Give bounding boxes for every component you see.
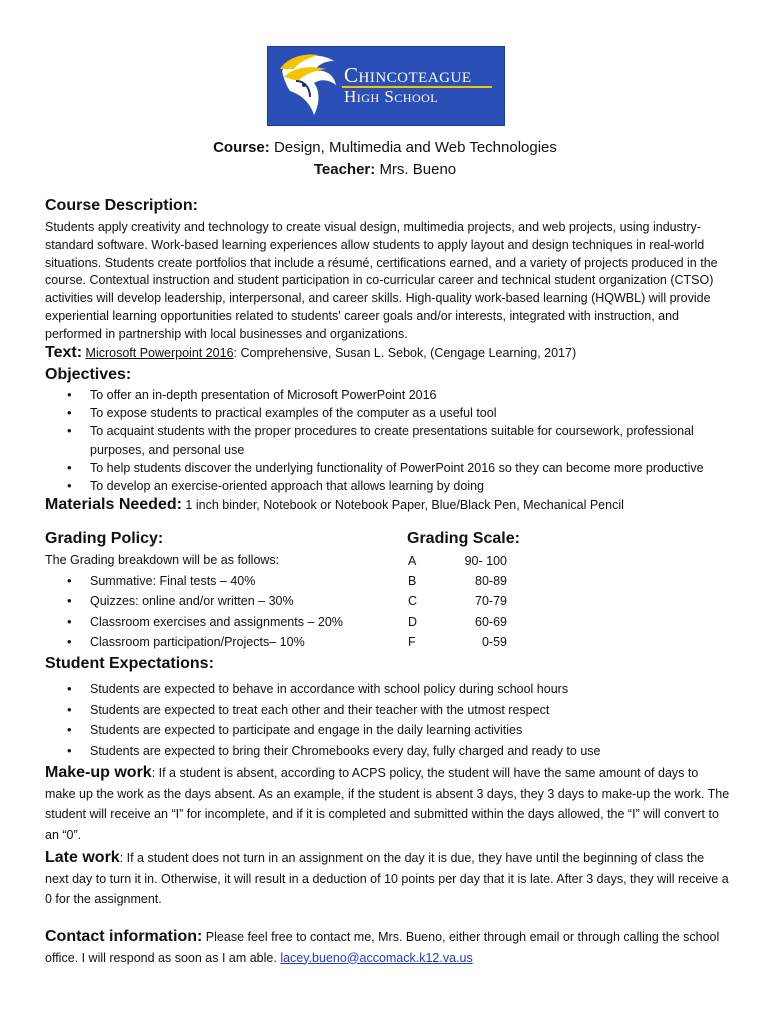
course-description-text: Students apply creativity and technology to create visual design, multimedia projects, and web projects, using industry-standard software. Work-based learning experiences allow students to apply layout and design techniques in real-world situations. Students create portfolios that include a résumé, certifications earned, and a variety of projects produced in the course. Contextual instruction and student participation in co-curricular career and technical student organization (CTSO) activities will develop leadership, interpersonal, and career skills. High-quality work-based learning (HQWBL) will provide experiential learning opportunities related to students' career goals and/or interests, integrated with instruction, and performed in partnership with local businesses and organizations. bbox=[45, 220, 718, 341]
course-label: Course: bbox=[213, 139, 270, 156]
pony-logo-icon bbox=[274, 51, 342, 121]
objectives-list bbox=[45, 386, 735, 495]
grading-policy-heading: Grading Policy: bbox=[45, 530, 164, 547]
grade-letter: B bbox=[408, 574, 417, 589]
contact-label: Contact information: bbox=[45, 928, 203, 945]
table-row bbox=[400, 554, 515, 574]
list-item: • To acquaint students with the proper procedures to create presentations suitable for coursework, professional purposes, and personal use bbox=[45, 422, 735, 458]
contact-paragraph bbox=[45, 927, 730, 968]
course-line bbox=[0, 139, 770, 156]
course-description-heading: Course Description: bbox=[45, 197, 198, 214]
list-item: • To help students discover the underlying functionality of PowerPoint 2016 so they can become more productive bbox=[45, 459, 735, 477]
expectations-list bbox=[45, 679, 735, 761]
list-item: • To develop an exercise-oriented approach that allows learning by doing bbox=[45, 477, 735, 495]
grading-policy-intro: The Grading breakdown will be as follows: bbox=[45, 553, 280, 567]
email-link[interactable]: lacey.bueno@accomack.k12.va.us bbox=[280, 950, 473, 965]
grade-range: 60-69 bbox=[475, 614, 507, 629]
makeup-work-text: : If a student is absent, according to ACPS policy, the student will have the same amount of days to make up the work as the days absent. As an example, if the student is absent 3 days, they 3 days to make-up the work. The student will receive an “I” for incomplete, and if it is completed and submitted within the days allowed, the “I” will convert to an “0”. bbox=[45, 766, 730, 842]
grading-scale-heading: Grading Scale: bbox=[407, 530, 520, 547]
list-item: • Summative: Final tests – 40% bbox=[45, 571, 385, 591]
grade-letter: C bbox=[408, 594, 418, 609]
contact-text: Please feel free to contact me, Mrs. Bueno, either through email or through calling the school office. I will respond as soon as I am able. bbox=[45, 930, 720, 965]
course-value: Design, Multimedia and Web Technologies bbox=[273, 139, 557, 156]
table-row bbox=[400, 594, 515, 614]
logo-line-2: High School bbox=[344, 87, 439, 106]
table-row bbox=[400, 615, 515, 635]
textbook-title: Microsoft Powerpoint 2016 bbox=[85, 346, 234, 360]
list-item: • To expose students to practical examples of the computer as a useful tool bbox=[45, 404, 735, 422]
teacher-value: Mrs. Bueno bbox=[379, 161, 457, 178]
list-item: • Students are expected to behave in accordance with school policy during school hours bbox=[45, 679, 735, 700]
textbook-details: : Comprehensive, Susan L. Sebok, (Cengage Learning, 2017) bbox=[233, 346, 577, 360]
late-work-paragraph bbox=[45, 848, 730, 910]
school-logo bbox=[267, 46, 505, 126]
expectations-heading: Student Expectations: bbox=[45, 655, 214, 672]
grade-range: 80-89 bbox=[475, 574, 507, 589]
grade-range: 0-59 bbox=[481, 634, 507, 649]
list-item: • Classroom participation/Projects– 10% bbox=[45, 632, 385, 652]
makeup-work-paragraph bbox=[45, 763, 730, 845]
grade-range: 70-79 bbox=[475, 594, 507, 609]
list-item: • Quizzes: online and/or written – 30% bbox=[45, 591, 385, 611]
text-line bbox=[45, 344, 576, 362]
late-work-label: Late work bbox=[45, 849, 120, 866]
text-label: Text: bbox=[45, 344, 83, 361]
materials-value: 1 inch binder, Notebook or Notebook Paper, Blue/Black Pen, Mechanical Pencil bbox=[185, 498, 624, 512]
teacher-label: Teacher: bbox=[313, 161, 376, 178]
materials-line bbox=[45, 496, 624, 514]
grading-policy-list bbox=[45, 571, 385, 653]
objectives-heading: Objectives: bbox=[45, 366, 132, 383]
grade-letter: D bbox=[408, 614, 418, 629]
teacher-line bbox=[0, 161, 770, 178]
logo-line-1: Chincoteague bbox=[344, 63, 472, 87]
table-row bbox=[400, 574, 515, 594]
list-item: • Students are expected to participate and engage in the daily learning activities bbox=[45, 720, 735, 741]
materials-label: Materials Needed: bbox=[45, 496, 182, 513]
grading-scale-table bbox=[400, 554, 515, 655]
makeup-work-label: Make-up work bbox=[45, 764, 152, 781]
list-item: • Students are expected to bring their Chromebooks every day, fully charged and ready to use bbox=[45, 741, 735, 762]
grade-letter: A bbox=[408, 554, 417, 568]
list-item: • Classroom exercises and assignments – 20% bbox=[45, 612, 385, 632]
grade-letter: F bbox=[408, 634, 416, 649]
grade-range: 90- 100 bbox=[464, 554, 507, 568]
late-work-text: : If a student does not turn in an assignment on the day it is due, they have until the beginning of class the next day to turn it in. Otherwise, it will result in a deduction of 10 points per day that it is late. After 3 days, they will receive a 0 for the assignment. bbox=[45, 851, 729, 906]
list-item: • Students are expected to treat each other and their teacher with the utmost respect bbox=[45, 700, 735, 721]
table-row bbox=[400, 635, 515, 655]
list-item: • To offer an in-depth presentation of Microsoft PowerPoint 2016 bbox=[45, 386, 735, 404]
